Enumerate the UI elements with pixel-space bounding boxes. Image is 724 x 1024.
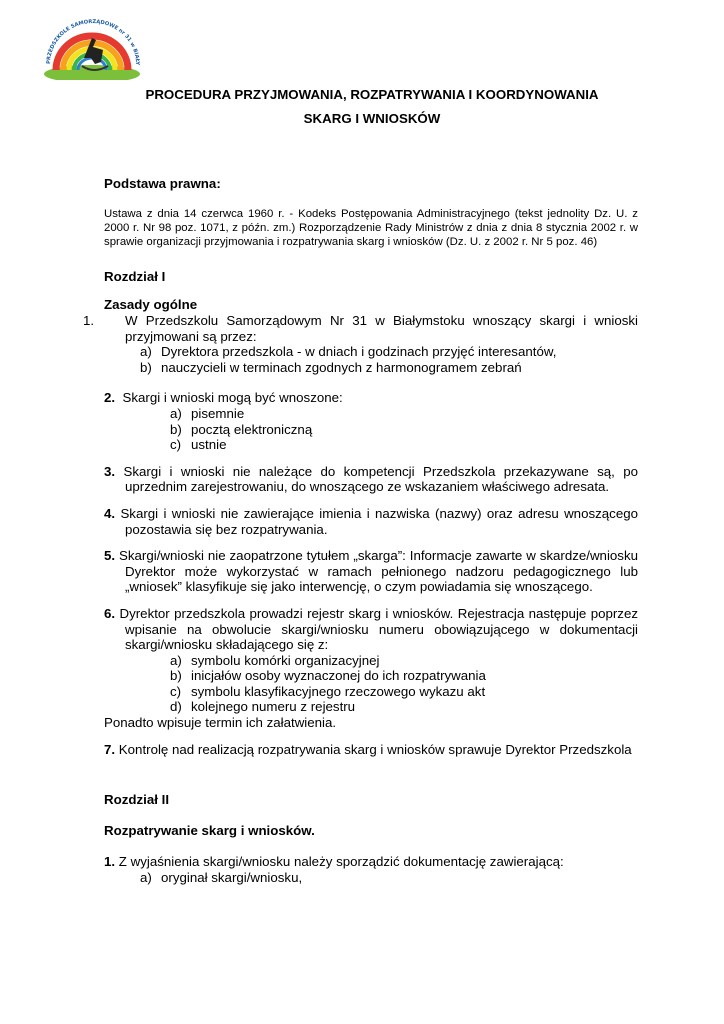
basis-heading: Podstawa prawna: <box>104 176 221 191</box>
ch1-p6-marker: 6. <box>104 605 116 621</box>
ch2-paragraph-1 <box>104 854 638 870</box>
list-text: inicjałów osoby wyznaczonej do ich rozpatrywania <box>191 668 486 684</box>
ch2-p1-text: Z wyjaśnienia skargi/wniosku należy sporządzić dokumentację zawierającą: <box>118 854 564 870</box>
list-marker: c) <box>170 437 182 453</box>
list-text: kolejnego numeru z rejestru <box>191 699 356 715</box>
ch1-paragraph-7 <box>104 742 638 758</box>
list-item <box>104 344 638 360</box>
ch2-p1-marker: 1. <box>104 854 116 870</box>
ch1-p5-text: Skargi/wnioski nie zaopatrzone tytułem „skarga”: Informacje zawarte w skardze/wniosku Dyrektor może wykorzystać w ramach pełnionego nadzoru pedagogicznego lub „wniosek” klasyfikuje się jako interwencję, o czym powiadamia się wnoszącego. <box>119 548 638 595</box>
ch1-p3-text: Skargi i wnioski nie należące do kompetencji Przedszkola przekazywane są, po uprzednim zarejestrowaniu, do wnoszącego ze wskazaniem właściwego adresata. <box>123 463 638 495</box>
school-logo <box>40 18 144 80</box>
list-marker: b) <box>170 668 182 684</box>
ch1-p1-text: W Przedszkolu Samorządowym Nr 31 w Białymstoku wnoszący skargi i wnioski przyjmowani są przez: <box>125 313 638 344</box>
ch1-paragraph-4 <box>104 506 638 537</box>
list-item <box>104 699 638 715</box>
chapter-1-heading: Rozdział I <box>104 268 166 284</box>
ch1-paragraph-2 <box>104 390 638 406</box>
list-item <box>104 422 638 438</box>
list-marker: a) <box>170 652 182 668</box>
list-text: oryginał skargi/wniosku, <box>161 870 303 886</box>
list-marker: b) <box>170 421 182 437</box>
ch1-p3-marker: 3. <box>104 463 116 479</box>
list-marker: d) <box>170 699 182 715</box>
list-text: symbolu komórki organizacyjnej <box>191 652 380 668</box>
list-marker: c) <box>170 683 182 699</box>
list-item <box>104 360 638 376</box>
list-marker: b) <box>140 359 152 375</box>
list-marker: a) <box>170 405 182 421</box>
chapter-2-subheading: Rozpatrywanie skarg i wniosków. <box>104 822 315 838</box>
list-item <box>104 437 638 453</box>
list-item <box>104 684 638 700</box>
ch1-p1-marker: 1. <box>83 313 95 328</box>
ch1-paragraph-3 <box>104 464 638 495</box>
ch1-paragraph-1 <box>83 313 638 344</box>
list-item <box>104 653 638 669</box>
list-text: symbolu klasyfikacyjnego rzeczowego wykazu akt <box>191 683 486 699</box>
list-item <box>104 406 638 422</box>
ch1-p7-text: Kontrolę nad realizacją rozpatrywania skarg i wniosków sprawuje Dyrektor Przedszkola <box>118 741 632 757</box>
chapter-1-subheading: Zasady ogólne <box>104 297 198 313</box>
ch1-p6-after: Ponadto wpisuje termin ich załatwienia. <box>104 715 337 731</box>
ch1-paragraph-6 <box>104 606 638 653</box>
ch1-p7-marker: 7. <box>104 741 116 757</box>
ch1-p2-text: Skargi i wnioski mogą być wnoszone: <box>122 390 343 406</box>
list-text: nauczycieli w terminach zgodnych z harmonogramem zebrań <box>161 359 522 375</box>
basis-text: Ustawa z dnia 14 czerwca 1960 r. - Kodeks Postępowania Administracyjnego (tekst jednolity Dz. U. z 2000 r. Nr 98 poz. 1071, z późn. zm.) Rozporządzenie Rady Ministrów z dnia z dnia 8 stycznia 2002 r. w sprawie organizacji przyjmowania i rozpatrywania skarg i wniosków (Dz. U. z 2002 r. Nr 5 poz. 46) <box>104 207 638 249</box>
ch1-paragraph-5 <box>104 548 638 595</box>
ch1-p4-text: Skargi i wnioski nie zawierające imienia i nazwiska (nazwy) oraz adresu wnoszącego pozostawia się bez rozpatrywania. <box>120 505 639 537</box>
ch1-p5-marker: 5. <box>104 548 116 564</box>
logo-ring-text: PRZEDSZKOLE SAMORZĄDOWE nr 31 w BIAŁY <box>45 19 141 66</box>
ch1-p4-marker: 4. <box>104 505 116 521</box>
list-marker: a) <box>140 344 152 360</box>
list-text: pisemnie <box>191 405 245 421</box>
list-text: ustnie <box>191 437 227 453</box>
document-body <box>83 176 639 886</box>
list-marker: a) <box>140 870 152 886</box>
document-title-line-2: SKARG I WNIOSKÓW <box>303 111 441 126</box>
document-title-line-1: PROCEDURA PRZYJMOWANIA, ROZPATRYWANIA I KOORDYNOWANIA <box>145 87 599 102</box>
list-item <box>104 668 638 684</box>
list-item <box>104 870 638 886</box>
ch1-p2-marker: 2. <box>104 390 116 406</box>
chapter-2-heading: Rozdział II <box>104 792 170 808</box>
ch1-p6-text: Dyrektor przedszkola prowadzi rejestr skarg i wniosków. Rejestracja następuje poprzez wpisanie na obwolucie skargi/wniosku numeru obowiązującego w dokumentacji skargi/wniosku składającego się z: <box>119 605 638 653</box>
list-text: Dyrektora przedszkola - w dniach i godzinach przyjęć interesantów, <box>161 344 557 360</box>
list-text: pocztą elektroniczną <box>191 421 313 437</box>
